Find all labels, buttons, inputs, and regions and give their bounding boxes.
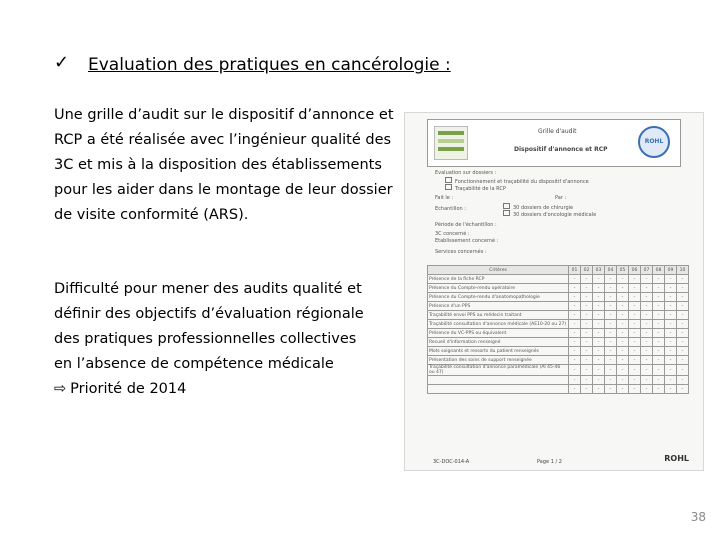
table-cell: - [629, 338, 641, 347]
table-cell: - [569, 329, 581, 338]
criteria-cell: Présence du VC-PPS ou équivalent [428, 329, 569, 338]
doc-field: Par : [555, 195, 567, 201]
doc-field: Fonctionnement et traçabilité du dispositif d'annonce [445, 177, 589, 185]
table-cell: - [677, 338, 689, 347]
paragraph-difficulty [54, 277, 364, 402]
text-line: Difficulté pour mener des audits qualité et [54, 281, 362, 297]
text-line: définir des objectifs d’évaluation régionale [54, 306, 364, 322]
table-cell: - [581, 376, 593, 385]
table-cell: - [629, 347, 641, 356]
table-cell: - [605, 365, 617, 376]
table-cell: - [653, 284, 665, 293]
table-cell: - [641, 302, 653, 311]
table-row [428, 338, 689, 347]
table-cell: - [653, 275, 665, 284]
seal-logo: ROHL [638, 126, 670, 158]
table-cell: - [569, 376, 581, 385]
table-cell: - [629, 365, 641, 376]
table-cell: - [617, 320, 629, 329]
table-cell: - [665, 365, 677, 376]
table-cell: - [641, 329, 653, 338]
table-cell: - [581, 293, 593, 302]
table-cell: - [617, 376, 629, 385]
table-cell: - [593, 356, 605, 365]
table-cell: - [629, 302, 641, 311]
table-cell: - [677, 385, 689, 394]
table-cell: - [581, 356, 593, 365]
table-cell: - [581, 338, 593, 347]
table-cell: - [605, 284, 617, 293]
priority-line [54, 377, 364, 402]
table-cell: - [629, 293, 641, 302]
text-line: Une grille d’audit sur le dispositif d’annonce et [54, 107, 394, 123]
doc-field: Période de l'échantillon : [435, 222, 497, 228]
table-cell: - [581, 284, 593, 293]
criteria-header: Critères [428, 266, 569, 275]
column-header: 04 [605, 266, 617, 275]
table-cell: - [605, 329, 617, 338]
table-cell: - [605, 376, 617, 385]
table-cell: - [653, 385, 665, 394]
table-cell: - [581, 385, 593, 394]
table-row [428, 329, 689, 338]
doc-footer-code: 3C-DOC-014-A [433, 459, 470, 465]
table-cell: - [581, 302, 593, 311]
table-row [428, 385, 689, 394]
table-cell: - [665, 284, 677, 293]
criteria-cell: Recueil d'information renseigné [428, 338, 569, 347]
table-cell: - [653, 302, 665, 311]
column-header: 03 [593, 266, 605, 275]
table-cell: - [569, 302, 581, 311]
table-cell: - [665, 338, 677, 347]
table-cell: - [641, 376, 653, 385]
table-cell: - [665, 376, 677, 385]
doc-field: Evaluation sur dossiers : [435, 170, 497, 176]
table-row [428, 275, 689, 284]
table-cell: - [605, 302, 617, 311]
logo-image [434, 126, 468, 160]
table-cell: - [641, 365, 653, 376]
table-cell: - [677, 275, 689, 284]
table-cell: - [617, 365, 629, 376]
table-cell: - [617, 293, 629, 302]
criteria-cell: Présence de la fiche RCP [428, 275, 569, 284]
table-cell: - [641, 284, 653, 293]
column-header: 10 [677, 266, 689, 275]
table-cell: - [629, 311, 641, 320]
table-cell: - [653, 293, 665, 302]
table-cell: - [629, 356, 641, 365]
priority-text: Priorité de 2014 [70, 381, 187, 397]
document-title: Grille d'audit [538, 128, 577, 135]
table-row [428, 356, 689, 365]
table-cell: - [653, 311, 665, 320]
table-cell: - [593, 293, 605, 302]
text-line: de visite conformité (ARS). [54, 207, 249, 223]
table-cell: - [641, 385, 653, 394]
table-row [428, 376, 689, 385]
table-cell: - [593, 284, 605, 293]
criteria-cell: Présence du Compte-rendu opératoire [428, 284, 569, 293]
document-subtitle: Dispositif d'annonce et RCP [514, 146, 608, 153]
table-cell: - [665, 356, 677, 365]
table-cell: - [569, 365, 581, 376]
table-cell: - [617, 302, 629, 311]
paragraph-audit-grid [54, 103, 394, 228]
checkbox-icon [445, 184, 452, 190]
column-header: 01 [569, 266, 581, 275]
table-cell: - [569, 284, 581, 293]
criteria-cell: Traçabilité consultation d'annonce paramédicale (AI 45-46 ou 47) [428, 365, 569, 376]
table-cell: - [617, 311, 629, 320]
table-cell: - [569, 347, 581, 356]
table-cell: - [677, 329, 689, 338]
table-cell: - [653, 320, 665, 329]
table-cell: - [617, 329, 629, 338]
table-body [428, 275, 689, 394]
table-cell: - [569, 338, 581, 347]
criteria-cell [428, 385, 569, 394]
column-header: 09 [665, 266, 677, 275]
table-cell: - [617, 347, 629, 356]
doc-footer-page: Page 1 / 2 [537, 459, 562, 465]
text-line: en l’absence de compétence médicale [54, 356, 334, 372]
criteria-cell: Traçabilité consultation d'annonce médicale (AE10-20 ou 27) [428, 320, 569, 329]
text-line: pour les aider dans le montage de leur dossier [54, 182, 393, 198]
table-cell: - [581, 329, 593, 338]
criteria-cell: Présence d'un PPS [428, 302, 569, 311]
doc-field: 3C concerné : [435, 231, 470, 237]
table-cell: - [593, 311, 605, 320]
table-cell: - [653, 356, 665, 365]
table-cell: - [653, 347, 665, 356]
table-cell: - [569, 385, 581, 394]
table-cell: - [569, 275, 581, 284]
table-cell: - [641, 320, 653, 329]
table-cell: - [569, 320, 581, 329]
table-cell: - [641, 293, 653, 302]
table-cell: - [605, 311, 617, 320]
table-cell: - [653, 376, 665, 385]
table-cell: - [593, 347, 605, 356]
criteria-cell [428, 376, 569, 385]
criteria-cell: Présence du Compte-rendu d'anatomopathologie [428, 293, 569, 302]
table-cell: - [617, 338, 629, 347]
table-cell: - [665, 347, 677, 356]
doc-field: 30 dossiers de chirurgie [503, 203, 573, 211]
slide-heading: Evaluation des pratiques en cancérologie : [88, 55, 451, 75]
column-header: 06 [629, 266, 641, 275]
document-header [427, 119, 681, 167]
table-cell: - [593, 365, 605, 376]
table-cell: - [653, 365, 665, 376]
table-cell: - [617, 356, 629, 365]
table-cell: - [653, 329, 665, 338]
table-row [428, 311, 689, 320]
table-cell: - [629, 284, 641, 293]
table-cell: - [677, 284, 689, 293]
text-line: des pratiques professionnelles collectives [54, 331, 357, 347]
table-cell: - [593, 320, 605, 329]
table-cell: - [605, 347, 617, 356]
table-cell: - [677, 311, 689, 320]
table-cell: - [581, 311, 593, 320]
table-cell: - [569, 311, 581, 320]
table-cell: - [677, 365, 689, 376]
table-cell: - [581, 365, 593, 376]
table-cell: - [581, 275, 593, 284]
table-cell: - [593, 338, 605, 347]
table-cell: - [677, 293, 689, 302]
doc-field: Traçabilité de la RCP [445, 184, 506, 192]
table-cell: - [593, 302, 605, 311]
table-cell: - [617, 284, 629, 293]
table-cell: - [605, 356, 617, 365]
criteria-cell: Traçabilité envoi PPS au médecin traitant [428, 311, 569, 320]
table-cell: - [641, 347, 653, 356]
table-cell: - [677, 376, 689, 385]
table-cell: - [677, 356, 689, 365]
table-cell: - [593, 376, 605, 385]
table-cell: - [665, 311, 677, 320]
arrow-right-icon: ⇨ [54, 381, 67, 397]
table-cell: - [605, 275, 617, 284]
criteria-cell: Mots soignants et ressorts du patient renseignés [428, 347, 569, 356]
column-header: 05 [617, 266, 629, 275]
table-cell: - [617, 275, 629, 284]
check-icon: ✓ [54, 52, 70, 73]
table-cell: - [593, 385, 605, 394]
table-cell: - [629, 275, 641, 284]
checkbox-icon [445, 177, 452, 183]
table-cell: - [677, 320, 689, 329]
table-cell: - [665, 293, 677, 302]
checkbox-icon [503, 210, 510, 216]
audit-table [427, 265, 689, 394]
table-row [428, 284, 689, 293]
table-cell: - [629, 385, 641, 394]
doc-field: 30 dossiers d'oncologie médicale [503, 210, 596, 218]
table-row [428, 302, 689, 311]
table-cell: - [593, 329, 605, 338]
text-line: RCP a été réalisée avec l’ingénieur qualité des [54, 132, 392, 148]
table-cell: - [629, 320, 641, 329]
table-row [428, 293, 689, 302]
doc-field: Services concernés : [435, 249, 487, 255]
doc-field: Echantillon : [435, 206, 466, 212]
table-cell: - [593, 275, 605, 284]
table-header-row [428, 266, 689, 275]
criteria-cell: Présentation des soins de support renseignée [428, 356, 569, 365]
doc-field: Fait le : [435, 195, 454, 201]
table-cell: - [629, 376, 641, 385]
table-cell: - [629, 329, 641, 338]
table-cell: - [677, 347, 689, 356]
table-cell: - [665, 302, 677, 311]
table-cell: - [641, 275, 653, 284]
table-cell: - [569, 356, 581, 365]
text-line: 3C et mis à la disposition des établissements [54, 157, 382, 173]
table-cell: - [665, 329, 677, 338]
doc-footer-logo: ROHL [664, 454, 689, 463]
table-cell: - [569, 293, 581, 302]
table-row [428, 347, 689, 356]
table-cell: - [581, 320, 593, 329]
table-cell: - [677, 302, 689, 311]
table-cell: - [653, 338, 665, 347]
page-number: 38 [690, 510, 706, 524]
column-header: 08 [653, 266, 665, 275]
table-cell: - [641, 311, 653, 320]
table-cell: - [665, 275, 677, 284]
document-thumbnail [404, 112, 704, 471]
table-cell: - [665, 320, 677, 329]
table-row [428, 320, 689, 329]
table-row [428, 365, 689, 376]
table-cell: - [665, 385, 677, 394]
table-cell: - [581, 347, 593, 356]
column-header: 07 [641, 266, 653, 275]
checkbox-icon [503, 203, 510, 209]
table-cell: - [605, 320, 617, 329]
table-cell: - [605, 338, 617, 347]
doc-field: Etablissement concerné : [435, 238, 499, 244]
table-cell: - [617, 385, 629, 394]
table-cell: - [605, 385, 617, 394]
table-cell: - [641, 338, 653, 347]
table-cell: - [641, 356, 653, 365]
column-header: 02 [581, 266, 593, 275]
table-cell: - [605, 293, 617, 302]
